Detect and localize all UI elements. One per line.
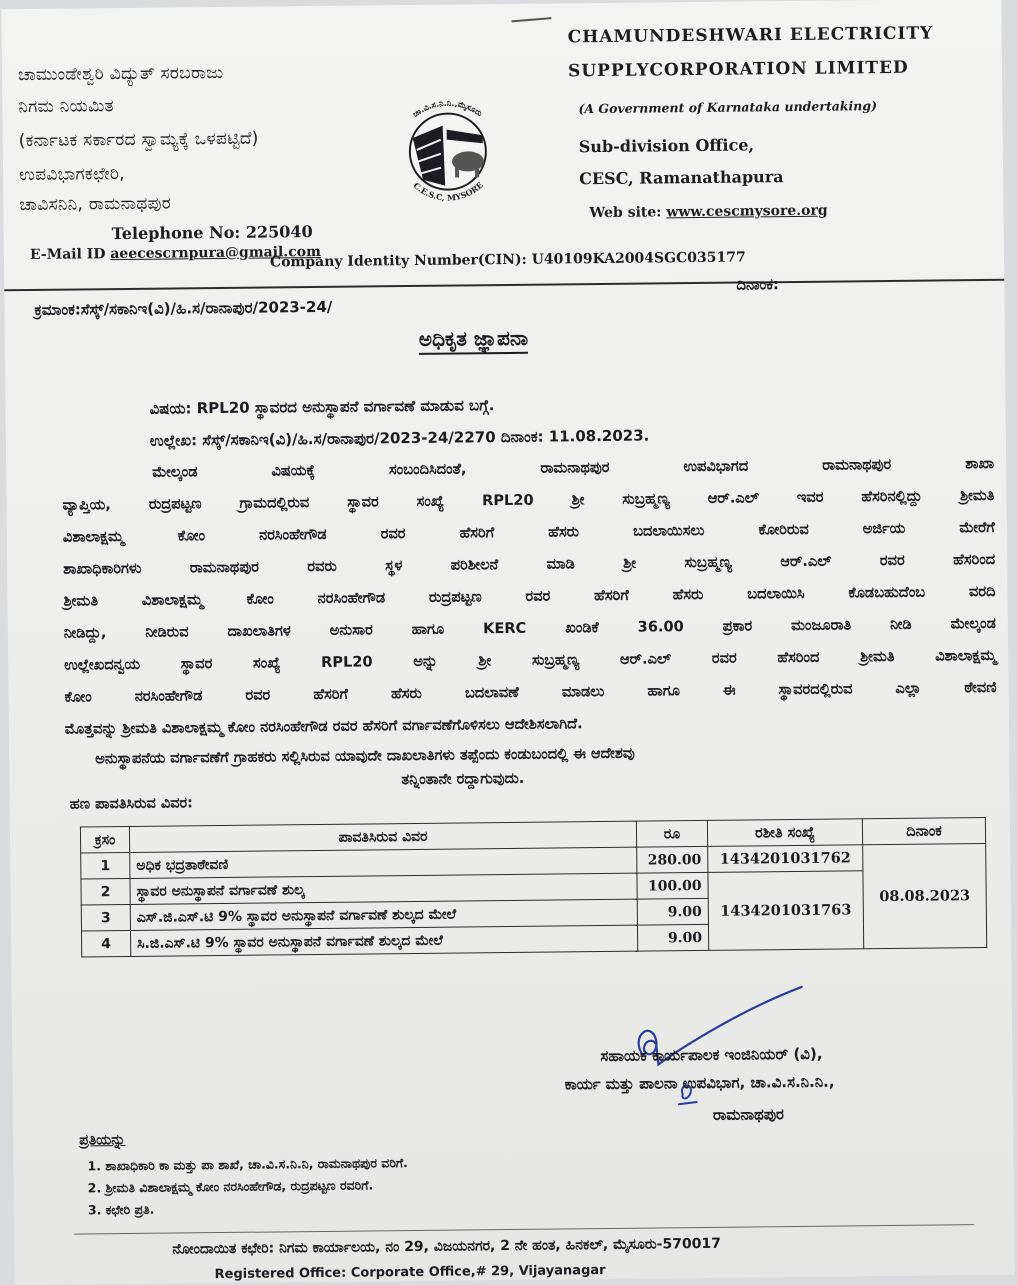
body-line-5: ಶ್ರೀಮತಿ ವಿಶಾಲಾಕ್ಷಮ್ಮ ಕೋಂ ನರಸಿಂಹೇಗೌಡ ರುದ್ರಪಟ್ಟಣ ರವರ ಹೆಸರಿಗೆ ಹೆಸರು ಬದಲಾಯಿಸಿ ಕೊಡಬಹುದೆಂಬ ವರದಿ [63, 582, 996, 610]
scan-mark [511, 17, 551, 22]
header-kn-line-5: ಚಾವಿಸನಿನಿ, ರಾಮನಾಥಪುರ [19, 193, 172, 216]
row-description: ಅಧಿಕ ಭದ್ರತಾಠೇವಣಿ [130, 847, 637, 878]
receipt-number: 1434201031762 [708, 845, 863, 873]
header-en-line-2: SUPPLYCORPORATION LIMITED [567, 57, 909, 82]
cesc-logo [382, 89, 513, 210]
payment-table [80, 817, 987, 957]
email-link[interactable]: aeecescrnpura@gmail.com [110, 243, 321, 263]
col-date: ದಿನಾಂಕ [862, 818, 985, 845]
header-kn-line-1: ಚಾಮುಂಡೇಶ್ವರಿ ವಿದ್ಯುತ್ ಸರಬರಾಜು [17, 62, 224, 86]
reference-line: ಉಲ್ಲೇಖ: ಸೆಸ್ಕ್/ಸಕಾನಿಇ(ವಿ)/ಹಿ.ಸ/ರಾನಾಪುರ/2023-24/2270 ದಿನಾಂಕ: 11.08.2023. [149, 426, 650, 450]
logo-kn-text: ಚಾ.ವಿ.ಸ.ನಿ.ನಿ.,ಮೈಸೂರು [411, 98, 484, 119]
header-kn-line-3: (ಕರ್ನಾಟಕ ಸರ್ಕಾರದ ಸ್ವಾಮ್ಯಕ್ಕೆ ಒಳಪಟ್ಟಿದೆ) [18, 128, 259, 152]
memo-page [1, 0, 1014, 1285]
header-en-line-3: (A Government of Karnataka undertaking) [578, 98, 878, 117]
payment-date: 08.08.2023 [863, 844, 987, 949]
col-receipt: ರಶೀತಿ ಸಂಖ್ಯೆ [707, 819, 862, 847]
body-line-7: ಉಲ್ಲೇಖದನ್ವಯ ಸ್ಥಾವರ ಸಂಖ್ಯೆ RPL20 ಅನ್ನು ಶ್ರೀ ಸುಬ್ರಹ್ಮಣ್ಯ ಆರ್.ಎಲ್ ರವರ ಹೆಸರಿಂದ ಶ್ರೀಮತಿ ವಿಶಾಲಾಕ್ಷಮ್ಮ [64, 646, 997, 674]
website-label: Web site: [589, 204, 662, 222]
row-description: ಸ್ಥಾವರ ಅನುಸ್ಥಾಪನೆ ವರ್ಗಾವಣೆ ಶುಲ್ಕ [130, 873, 637, 904]
footer-en-address: Registered Office: Corporate Office,# 29, Vijayanagar [214, 1263, 606, 1283]
col-sl: ಕ್ರಸಂ [80, 826, 129, 853]
website-link[interactable]: www.cescmysore.org [666, 202, 828, 221]
row-description: ಎಸ್.ಜಿ.ಎಸ್.ಟಿ 9% ಸ್ಥಾವರ ಅನುಸ್ಥಾಪನೆ ವರ್ಗಾವಣೆ ಶುಲ್ಕದ ಮೇಲೆ [130, 899, 637, 930]
signatory-place: ರಾಮನಾಥಪುರ [712, 1105, 785, 1124]
header-en-line-4: Sub-division Office, [578, 135, 755, 157]
row-sl: 1 [81, 852, 130, 879]
header-kn-line-2: ನಿಗಮ ನಿಯಮಿತ [18, 96, 115, 118]
logo-en-text: C.E.S.C, MYSORE [411, 179, 485, 203]
email-label: E-Mail ID [29, 246, 106, 263]
signatory-title: ಸಹಾಯಕ ಕಾರ್ಯಪಾಲಕ ಇಂಜಿನಿಯರ್ (ವಿ), [600, 1044, 823, 1066]
memo-title: ಅಧಿಕೃತ ಜ್ಞಾಪನಾ [419, 326, 529, 355]
receipt-number: 1434201031763 [708, 871, 864, 951]
copy-item-1: 1. ಶಾಖಾಧಿಕಾರಿ ಕಾ ಮತ್ತು ಪಾ ಶಾಖೆ, ಚಾ.ವಿ.ಸ.ನಿ.ನಿ, ರಾಮನಾಥಪುರ ವರಿಗೆ. [87, 1155, 408, 1174]
header-en-line-5: CESC, Ramanathapura [579, 167, 784, 189]
company-cin: Company Identity Number(CIN): U40109KA2004SGC035177 [269, 249, 746, 271]
body-line-6: ನೀಡಿದ್ದು, ನೀಡಿರುವ ದಾಖಲಾತಿಗಳ ಅನುಸಾರ ಹಾಗೂ KERC ಖಂಡಿಕೆ 36.00 ಪ್ರಕಾರ ಮಂಜೂರಾತಿ ನೀಡಿ ಮೇಲ್ಕಂಡ [63, 614, 996, 642]
copy-item-2: 2. ಶ್ರೀಮತಿ ವಿಶಾಲಾಕ್ಷಮ್ಮ ಕೋಂ ನರಸಿಂಹೇಗೌಡ, ರುದ್ರಪಟ್ಟಣ ರವರಿಗೆ. [87, 1177, 374, 1196]
row-amount: 280.00 [637, 846, 708, 873]
payment-heading: ಹಣ ಪಾವತಿಸಿರುವ ವಿವರ: [69, 795, 194, 813]
body-line-1: ಮೇಲ್ಕಂಡ ವಿಷಯಕ್ಕೆ ಸಂಬಂದಿಸಿದಂತೆ, ರಾಮನಾಥಪುರ ಉಪವಿಭಾಗದ ರಾಮನಾಥಪುರ ಶಾಖಾ [152, 454, 995, 481]
signatory-office: ಕಾರ್ಯ ಮತ್ತು ಪಾಲನಾ ಉಪವಿಭಾಗ, ಚಾ.ವಿ.ಸ.ನಿ.ನಿ., [564, 1072, 835, 1094]
header-en-line-1: CHAMUNDESHWARI ELECTRICITY [567, 23, 934, 48]
body-line-11: ತನ್ನಿಂತಾನೇ ರದ್ದಾಗುವುದು. [401, 769, 525, 789]
header-kn-line-4: ಉಪವಿಭಾಗಕಛೇರಿ, [18, 163, 126, 186]
body-line-8: ಕೋಂ ನರಸಿಂಹೇಗೌಡ ರವರ ಹೆಸರಿಗೆ ಹೆಸರು ಬದಲಾವಣೆ ಮಾಡಲು ಹಾಗೂ ಈ ಸ್ಥಾವರದಲ್ಲಿರುವ ಎಲ್ಲಾ ಠೇವಣಿ [64, 678, 997, 706]
copy-item-3: 3. ಕಛೇರಿ ಪ್ರತಿ. [87, 1201, 155, 1218]
body-line-10: ಅನುಸ್ಥಾಪನೆಯ ವರ್ಗಾವಣೆಗೆ ಗ್ರಾಹಕರು ಸಲ್ಲಿಸಿರುವ ಯಾವುದೇ ದಾಖಲಾತಿಗಳು ತಪ್ಪೆಂದು ಕಂಡುಬಂದಲ್ಲಿ ಈ ಆದೇಶವು [95, 744, 635, 768]
row-amount: 9.00 [637, 898, 708, 925]
row-amount: 100.00 [637, 872, 708, 899]
footer-divider [74, 1224, 974, 1234]
row-amount: 9.00 [637, 924, 708, 951]
footer-kn-address: ನೋಂದಾಯಿತ ಕಛೇರಿ: ನಿಗಮ ಕಾರ್ಯಾಲಯ, ನಂ 29, ವಿಜಯನಗರ, 2 ನೇ ಹಂತ, ಹಿನಕಲ್, ಮೈಸೂರು-570017 [172, 1235, 721, 1258]
reference-number: ಕ್ರಮಾಂಕ:ಸೆಸ್ಕ್/ಸಕಾನಿಇ(ವಿ)/ಹಿ.ಸ/ರಾನಾಪುರ/2023-24/ [34, 297, 333, 319]
row-sl: 4 [82, 930, 131, 957]
col-description: ಪಾವತಿಸಿರುವ ವಿವರ [129, 821, 636, 852]
body-line-2: ವ್ಯಾಪ್ತಿಯ, ರುದ್ರಪಟ್ಟಣ ಗ್ರಾಮದಲ್ಲಿರುವ ಸ್ಥಾವರ ಸಂಖ್ಯೆ RPL20 ಶ್ರೀ ಸುಬ್ರಹ್ಮಣ್ಯ ಆರ್.ಎಲ್ ಇವರ ಹೆಸರಿನಲ್ಲಿದ್ದು ಶ್ರೀಮತಿ [62, 486, 995, 514]
row-sl: 3 [81, 904, 130, 931]
copies-heading: ಪ್ರತಿಯನ್ನು [79, 1132, 126, 1149]
row-sl: 2 [81, 878, 130, 905]
row-description: ಸಿ.ಜಿ.ಎಸ್.ಟಿ 9% ಸ್ಥಾವರ ಅನುಸ್ಥಾಪನೆ ವರ್ಗಾವಣೆ ಶುಲ್ಕದ ಮೇಲೆ [131, 925, 638, 956]
header-divider [4, 279, 1004, 291]
date-label: ದಿನಾಂಕ: [736, 275, 780, 294]
telephone: Telephone No: 225040 [111, 222, 313, 244]
subject-line: ವಿಷಯ: RPL20 ಸ್ಥಾವರದ ಅನುಸ್ಥಾಪನೆ ವರ್ಗಾವಣೆ ಮಾಡುವ ಬಗ್ಗೆ. [149, 396, 495, 418]
body-line-9: ಮೊತ್ತವನ್ನು ಶ್ರೀಮತಿ ವಿಶಾಲಾಕ್ಷಮ್ಮ ಕೋಂ ನರಸಿಂಹೇಗೌಡ ರವರ ಹೆಸರಿಗೆ ವರ್ಗಾವಣೆಗೊಳಿಸಲು ಆದೇಶಿಸಲಾಗಿದೆ. [64, 715, 583, 738]
body-line-3: ವಿಶಾಲಾಕ್ಷಮ್ಮ ಕೋಂ ನರಸಿಂಹೇಗೌಡ ರವರ ಹೆಸರಿಗೆ ಹೆಸರು ಬದಲಾಯಿಸಲು ಕೋರಿರುವ ಅರ್ಜಿಯ ಮೇರೆಗೆ [62, 518, 995, 546]
col-amount: ರೂ [636, 820, 707, 847]
website-line [589, 203, 827, 221]
body-line-4: ಶಾಖಾಧಿಕಾರಿಗಳು ರಾಮನಾಥಪುರ ರವರು ಸ್ಥಳ ಪರಿಶೀಲನೆ ಮಾಡಿ ಶ್ರೀ ಸುಬ್ರಹ್ಮಣ್ಯ ಆರ್.ಎಲ್ ರವರ ಹೆಸರಿಂದ [63, 550, 996, 578]
